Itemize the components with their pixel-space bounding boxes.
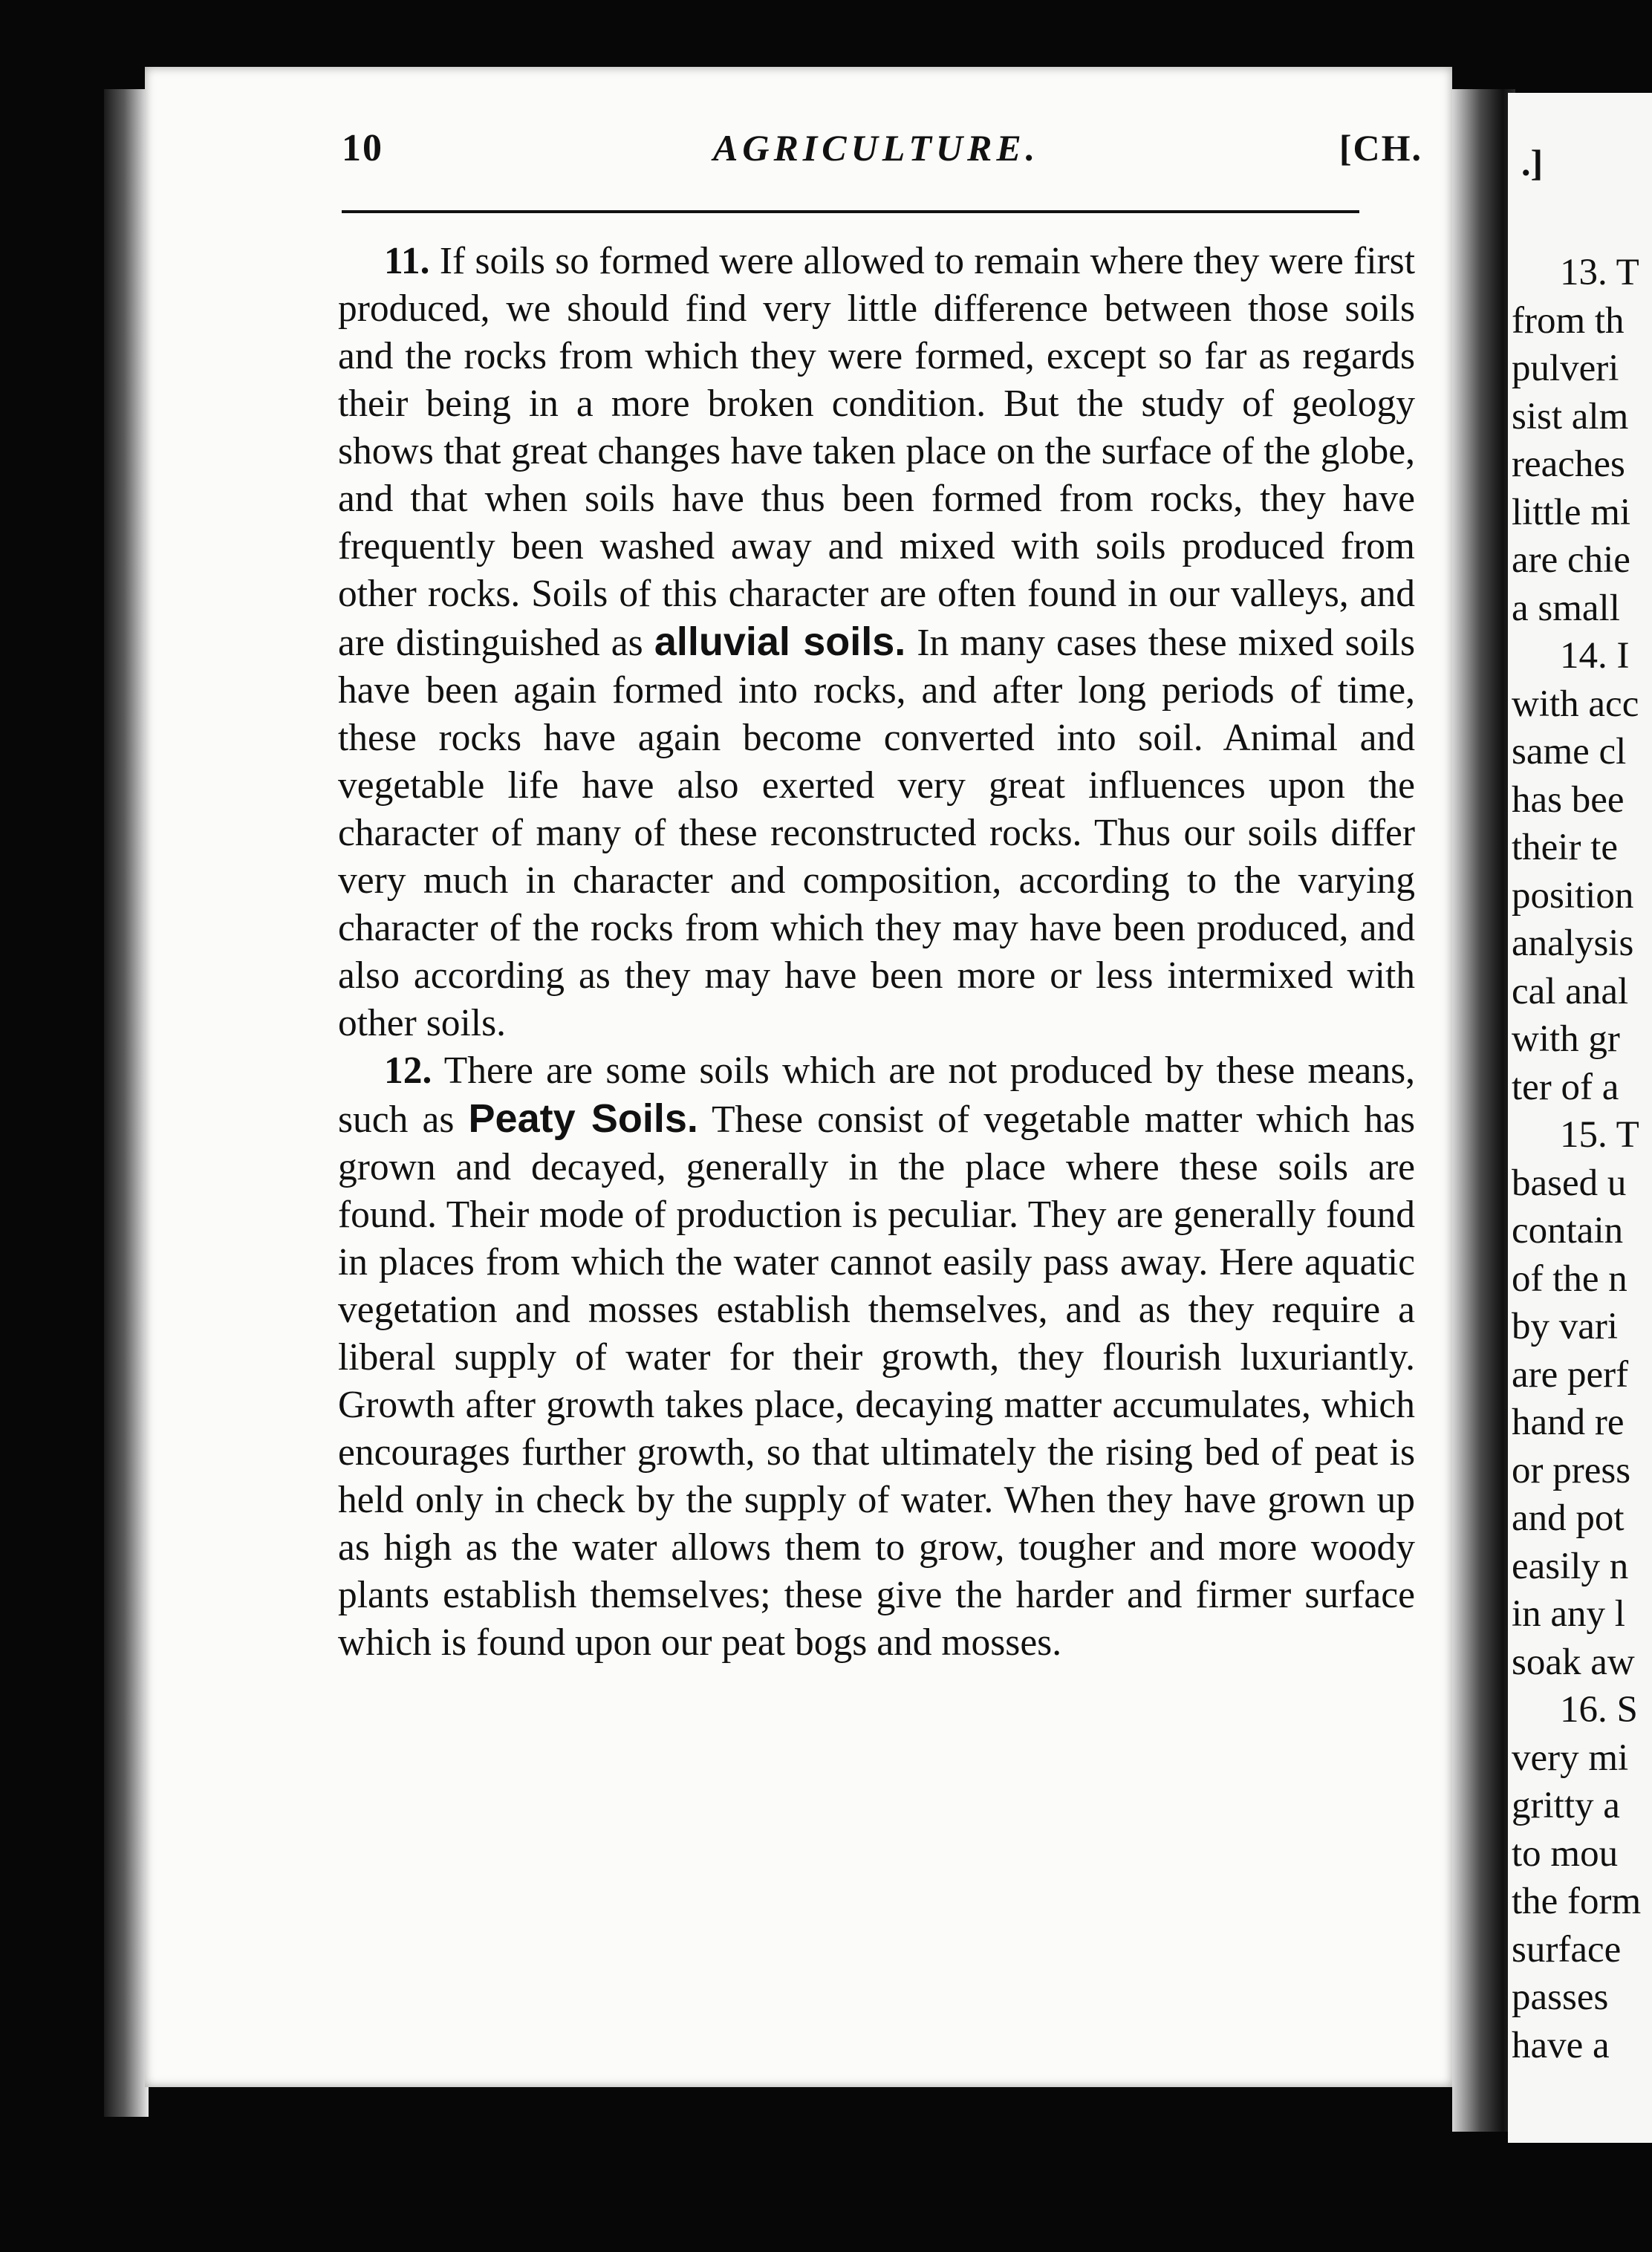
- facing-page-line: passes: [1512, 1976, 1609, 2018]
- facing-page-line: little mi: [1512, 491, 1631, 533]
- paragraph-text: If soils so formed were allowed to remain where they were first produced, we should find very little difference between those soils and the rocks from which they were formed, except so far as regards their being in a more broken condition. But the study of geology shows that great changes have taken place on the surface of the globe, and that when soils have thus been formed from rocks, they have frequently been washed away and mixed with soils produced from other rocks. Soils of this character are often found in our valleys, and are distinguished as: [338, 240, 1416, 664]
- facing-page-line: 15. T: [1560, 1114, 1639, 1156]
- facing-page-line: 16. S: [1560, 1689, 1638, 1731]
- page-number: 10: [342, 127, 383, 169]
- facing-page-line: with gr: [1512, 1018, 1620, 1060]
- facing-page-line: are chie: [1512, 539, 1630, 581]
- key-term: Peaty Soils.: [468, 1096, 698, 1141]
- facing-page-line: the form: [1512, 1881, 1642, 1922]
- facing-page-line: are perf: [1512, 1353, 1629, 1396]
- page-header: [342, 126, 1422, 186]
- facing-page-line: position: [1512, 874, 1634, 917]
- facing-page-line: ter of a: [1512, 1066, 1619, 1108]
- paragraph-11: [338, 238, 1415, 1047]
- facing-page-line: reaches: [1512, 443, 1625, 485]
- facing-page-line: by vari: [1512, 1306, 1619, 1347]
- facing-page-header: .]: [1521, 142, 1544, 183]
- facing-page-line: in any l: [1512, 1593, 1625, 1635]
- facing-page-line: sist alm: [1512, 395, 1629, 437]
- header-rule: [342, 210, 1359, 213]
- facing-page-line: from th: [1512, 299, 1625, 342]
- facing-page-line: a small: [1512, 587, 1620, 629]
- paragraph-number: 12.: [384, 1049, 432, 1092]
- facing-page-line: to mou: [1512, 1832, 1619, 1875]
- paragraph-text: There are some soils which are not produced by these means, such as: [338, 1049, 1415, 1141]
- facing-page-line: based u: [1512, 1162, 1627, 1204]
- facing-page-line: 13. T: [1560, 252, 1639, 293]
- paragraph-text: In many cases these mixed soils have been again formed into rocks, and after long periods of time, these rocks have again become converted into soil. Animal and vegetable life have also exerted very great influences upon the character of many of these reconstructed rocks. Thus our soils differ very much in character and composition, according to the varying character of the rocks from which they may have been produced, and also according as they may have been more or less intermixed with other soils.: [338, 622, 1416, 1044]
- facing-page-line: pulveri: [1512, 348, 1619, 389]
- running-title: AGRICULTURE.: [713, 127, 1040, 169]
- facing-page-line: has bee: [1512, 778, 1625, 821]
- facing-page-line: gritty a: [1512, 1785, 1620, 1826]
- facing-page-line: hand re: [1512, 1402, 1625, 1443]
- facing-page-line: same cl: [1512, 731, 1627, 772]
- body-text: [338, 238, 1415, 1667]
- facing-page-line: have a: [1512, 2024, 1610, 2066]
- paragraph-number: 11.: [384, 240, 430, 282]
- facing-page-line: cal anal: [1512, 970, 1629, 1012]
- facing-page: [1508, 93, 1652, 2143]
- facing-page-line: their te: [1512, 827, 1619, 868]
- facing-page-line: soak aw: [1512, 1641, 1635, 1683]
- facing-page-line: very mi: [1512, 1737, 1629, 1779]
- paragraph-text: These consist of vegetable matter which has grown and decayed, generally in the place where these soils are found. Their mode of production is peculiar. They are generally found in places from which the water cannot easily pass away. Here aquatic vegetation and mosses establish themselves, and as they require a liberal supply of water for their growth, they flourish luxuriantly. Growth after growth takes place, decaying matter accumulates, which encourages further growth, so that ultimately the rising bed of peat is held only in check by the supply of water. When they have grown up as high as the water allows them to grow, tougher and more woody plants establish themselves; these give the harder and firmer surface which is found upon our peat bogs and mosses.: [338, 1099, 1415, 1664]
- facing-page-line: of the n: [1512, 1257, 1627, 1300]
- facing-page-line: 14. I: [1560, 635, 1630, 677]
- facing-page-line: contain: [1512, 1210, 1624, 1252]
- book-gutter: [1452, 89, 1515, 2132]
- facing-page-line: analysis: [1512, 922, 1634, 964]
- facing-page-line: easily n: [1512, 1545, 1629, 1587]
- facing-page-line: surface: [1512, 1928, 1622, 1970]
- facing-page-lines: [1512, 249, 1652, 2069]
- facing-page-line: with acc: [1512, 683, 1639, 725]
- paragraph-12: [338, 1047, 1415, 1667]
- chapter-marker: [CH.: [1339, 127, 1422, 169]
- left-page-edge: [104, 89, 149, 2117]
- facing-page-line: or press: [1512, 1449, 1631, 1491]
- key-term: alluvial soils.: [654, 619, 906, 664]
- facing-page-line: and pot: [1512, 1497, 1625, 1539]
